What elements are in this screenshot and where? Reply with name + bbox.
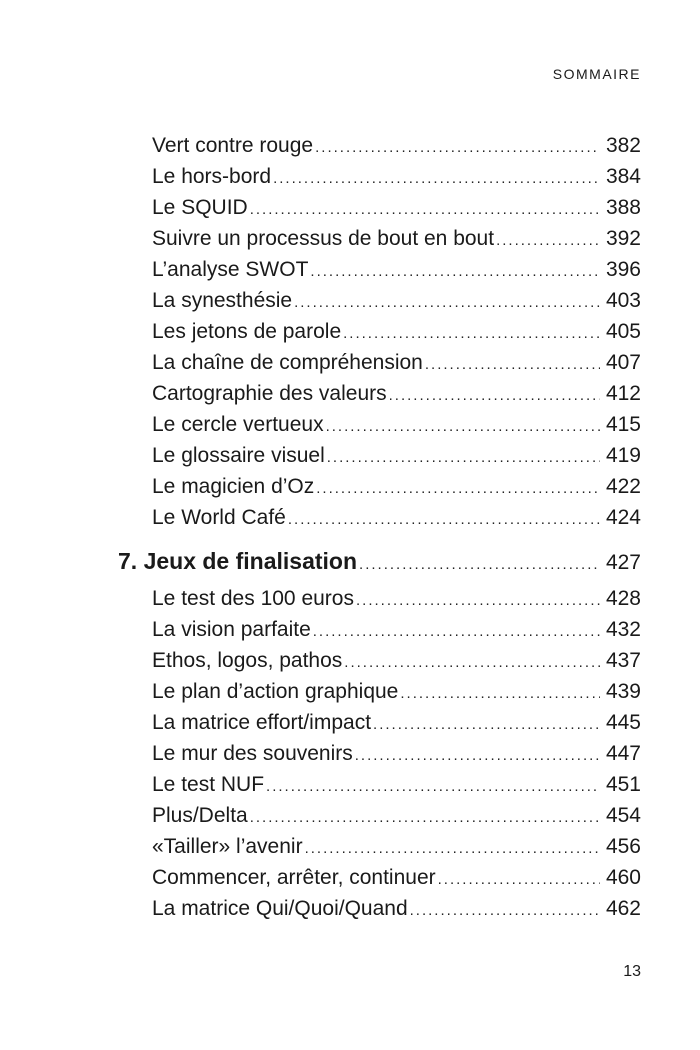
toc-entry[interactable] — [152, 738, 641, 769]
toc-entry-page: 462 — [605, 897, 641, 920]
toc-entry-page: 432 — [605, 618, 641, 641]
toc-entry[interactable] — [152, 130, 641, 161]
toc-entry[interactable] — [152, 347, 641, 378]
toc-entry-page: 419 — [605, 444, 641, 467]
toc-entry-title: Ethos, logos, pathos — [152, 649, 343, 672]
toc-entry[interactable] — [152, 583, 641, 614]
dot-leader — [496, 225, 600, 256]
dot-leader — [305, 833, 600, 864]
toc-entry[interactable] — [152, 769, 641, 800]
toc-entry-page: 460 — [605, 866, 641, 889]
dot-leader — [310, 256, 600, 287]
toc-entry-title: La matrice Qui/Quoi/Quand — [152, 897, 408, 920]
running-header: SOMMAIRE — [552, 66, 641, 82]
toc-entry[interactable] — [152, 614, 641, 645]
toc-entry-page: 392 — [605, 227, 641, 250]
toc-entry-page: 384 — [605, 165, 641, 188]
toc-entry[interactable] — [152, 254, 641, 285]
toc-entry-title: L’analyse SWOT — [152, 258, 309, 281]
toc-entry-title: Le mur des souvenirs — [152, 742, 353, 765]
toc-entry-page: 415 — [605, 413, 641, 436]
dot-leader — [410, 895, 600, 926]
dot-leader — [315, 132, 600, 163]
toc-entry-title: Suivre un processus de bout en bout — [152, 227, 495, 250]
toc-entry[interactable] — [152, 378, 641, 409]
toc-entry-page: 422 — [605, 475, 641, 498]
dot-leader — [400, 678, 600, 709]
toc-entry-title: Le World Café — [152, 506, 286, 529]
toc-entry-page: 424 — [605, 506, 641, 529]
toc-entry[interactable] — [152, 223, 641, 254]
toc-entry-title: Vert contre rouge — [152, 134, 314, 157]
toc-entry-title: Le cercle vertueux — [152, 413, 324, 436]
toc-chapter-page: 427 — [605, 551, 641, 574]
toc-entry-title: Le test NUF — [152, 773, 265, 796]
dot-leader — [266, 771, 600, 802]
dot-leader — [356, 585, 600, 616]
toc-entry-page: 454 — [605, 804, 641, 827]
toc-entry[interactable] — [152, 645, 641, 676]
toc-entry-title: Le SQUID — [152, 196, 248, 219]
dot-leader — [273, 163, 600, 194]
dot-leader — [425, 349, 600, 380]
dot-leader — [326, 411, 600, 442]
toc-entry-title: Les jetons de parole — [152, 320, 342, 343]
toc-entry-title: Le magicien d’Oz — [152, 475, 315, 498]
toc-entry-title: «Tailler» l’avenir — [152, 835, 303, 858]
dot-leader — [344, 647, 600, 678]
toc-entry-page: 437 — [605, 649, 641, 672]
dot-leader — [288, 504, 600, 535]
toc-entry-title: La matrice effort/impact — [152, 711, 372, 734]
toc-chapter-heading[interactable] — [118, 544, 641, 578]
toc-entry[interactable] — [152, 161, 641, 192]
toc-entry-page: 412 — [605, 382, 641, 405]
dot-leader — [316, 473, 600, 504]
toc-entry-title: Commencer, arrêter, continuer — [152, 866, 436, 889]
dot-leader — [355, 740, 600, 771]
toc-entry[interactable] — [152, 471, 641, 502]
dot-leader — [313, 616, 600, 647]
dot-leader — [373, 709, 600, 740]
toc-entry-page: 403 — [605, 289, 641, 312]
toc-entry-page: 382 — [605, 134, 641, 157]
toc-entry[interactable] — [152, 800, 641, 831]
toc-entry-title: Le glossaire visuel — [152, 444, 325, 467]
toc-entry[interactable] — [152, 862, 641, 893]
toc-entry[interactable] — [152, 502, 641, 533]
toc-entry-page: 405 — [605, 320, 641, 343]
dot-leader — [359, 548, 600, 582]
toc-entry-title: La synesthésie — [152, 289, 293, 312]
toc-entry[interactable] — [152, 316, 641, 347]
toc-entry-page: 428 — [605, 587, 641, 610]
toc-entry-page: 451 — [605, 773, 641, 796]
dot-leader — [294, 287, 600, 318]
toc-entry-page: 388 — [605, 196, 641, 219]
toc-entry[interactable] — [152, 676, 641, 707]
dot-leader — [389, 380, 600, 411]
toc-entry[interactable] — [152, 831, 641, 862]
dot-leader — [250, 802, 600, 833]
page-number: 13 — [623, 963, 641, 980]
toc-entry-title: Cartographie des valeurs — [152, 382, 387, 405]
toc-entry-page: 445 — [605, 711, 641, 734]
toc-entry-title: Plus/Delta — [152, 804, 248, 827]
toc-entry[interactable] — [152, 192, 641, 223]
toc-entry-title: La vision parfaite — [152, 618, 311, 641]
dot-leader — [327, 442, 600, 473]
toc-entry[interactable] — [152, 285, 641, 316]
toc-entry-title: Le test des 100 euros — [152, 587, 354, 610]
toc-entry[interactable] — [152, 707, 641, 738]
toc-entry-page: 396 — [605, 258, 641, 281]
toc-entry-title: Le hors-bord — [152, 165, 272, 188]
dot-leader — [438, 864, 600, 895]
toc-entry[interactable] — [152, 893, 641, 924]
toc-entry-title: La chaîne de compréhension — [152, 351, 423, 374]
dot-leader — [343, 318, 600, 349]
toc-entry-page: 439 — [605, 680, 641, 703]
dot-leader — [250, 194, 600, 225]
toc-entry-page: 407 — [605, 351, 641, 374]
toc-entry-page: 456 — [605, 835, 641, 858]
toc-entry-page: 447 — [605, 742, 641, 765]
toc-entry[interactable] — [152, 409, 641, 440]
toc-chapter-title: 7. Jeux de finalisation — [118, 548, 358, 574]
toc-entry-title: Le plan d’action graphique — [152, 680, 399, 703]
toc-entry[interactable] — [152, 440, 641, 471]
